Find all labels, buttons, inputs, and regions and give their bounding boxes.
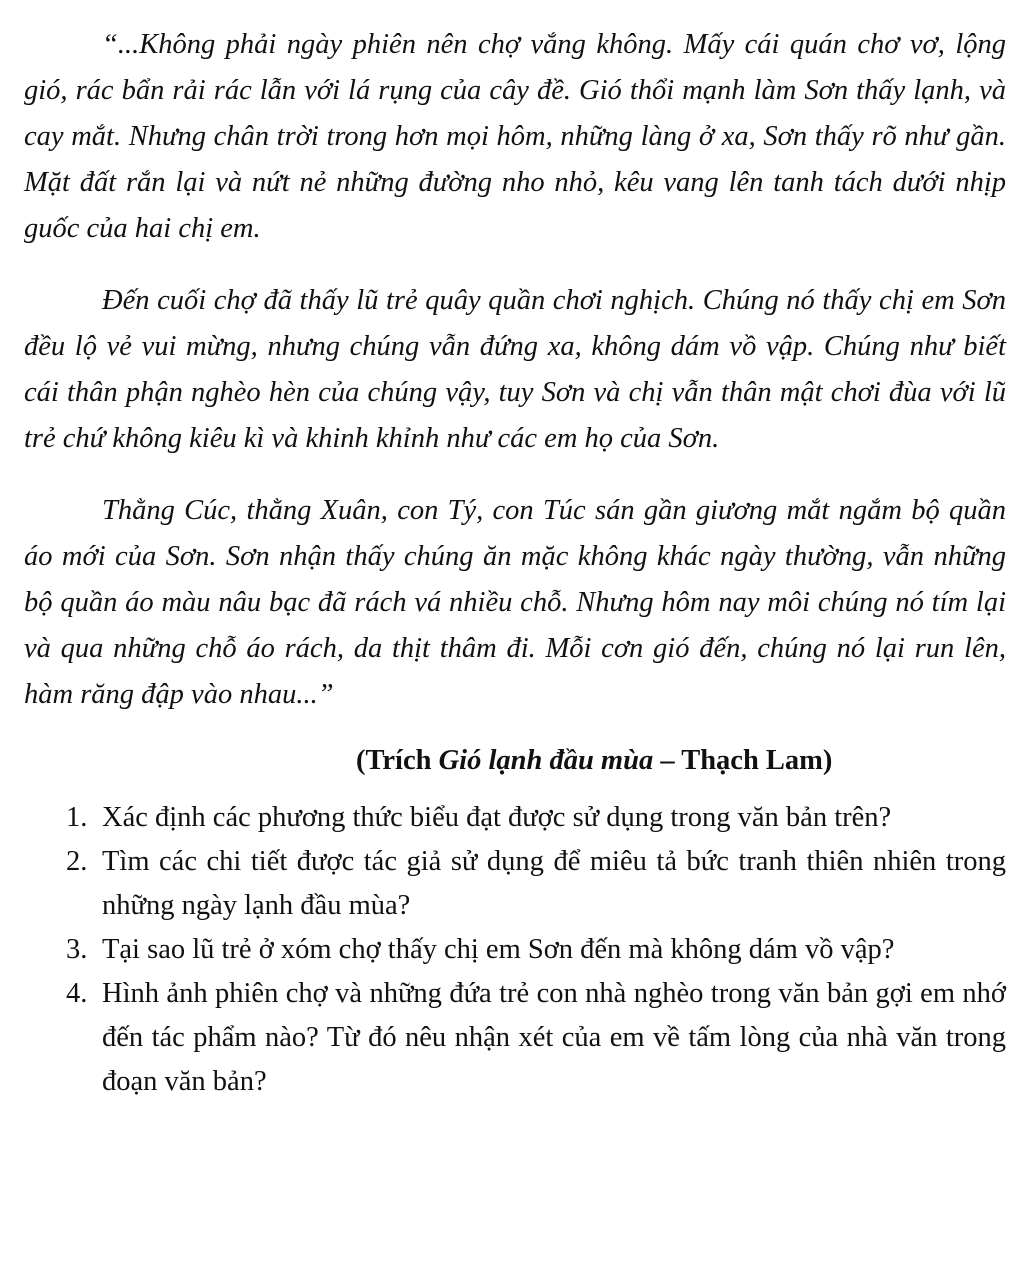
question-number: 1. [66, 802, 88, 833]
question-item [24, 928, 1006, 972]
question-item [24, 840, 1006, 928]
citation-open: (Trích [356, 745, 439, 776]
question-text: Xác định các phương thức biểu đạt được sử dụng trong văn bản trên? [102, 802, 892, 833]
question-text: Hình ảnh phiên chợ và những đứa trẻ con nhà nghèo trong văn bản gợi em nhớ đến tác phẩm nào? Từ đó nêu nhận xét của em về tấm lòng của nhà văn trong đoạn văn bản? [102, 978, 1006, 1097]
question-number: 3. [66, 934, 88, 965]
citation-title: Gió lạnh đầu mùa [438, 745, 654, 776]
question-list [24, 796, 1006, 1104]
question-item [24, 972, 1006, 1104]
passage-paragraph-2: Đến cuối chợ đã thấy lũ trẻ quây quần chơi nghịch. Chúng nó thấy chị em Sơn đều lộ vẻ vui mừng, nhưng chúng vẫn đứng xa, không dám vồ vập. Chúng như biết cái thân phận nghèo hèn của chúng vậy, tuy Sơn và chị vẫn thân mật chơi đùa với lũ trẻ chứ không kiêu kì và khinh khỉnh như các em họ của Sơn. [24, 285, 1006, 454]
question-text: Tại sao lũ trẻ ở xóm chợ thấy chị em Sơn đến mà không dám vồ vập? [102, 934, 895, 965]
question-item [24, 796, 1006, 840]
excerpt-passage [24, 22, 1006, 718]
passage-paragraph-1: “...Không phải ngày phiên nên chợ vắng không. Mấy cái quán chơ vơ, lộng gió, rác bẩn rải rác lẫn với lá rụng của cây đề. Gió thổi mạnh làm Sơn thấy lạnh, và cay mắt. Nhưng chân trời trong hơn mọi hôm, những làng ở xa, Sơn thấy rõ như gần. Mặt đất rắn lại và nứt nẻ những đường nho nhỏ, kêu vang lên tanh tách dưới nhịp guốc của hai chị em. [24, 29, 1006, 244]
citation-close: – Thạch Lam) [653, 745, 833, 776]
passage-paragraph-3: Thằng Cúc, thằng Xuân, con Tý, con Túc sán gần giương mắt ngắm bộ quần áo mới của Sơn. Sơn nhận thấy chúng ăn mặc không khác ngày thường, vẫn những bộ quần áo màu nâu bạc đã rách vá nhiều chỗ. Nhưng hôm nay môi chúng nó tím lại và qua những chỗ áo rách, da thịt thâm đi. Mỗi cơn gió đến, chúng nó lại run lên, hàm răng đập vào nhau...” [24, 495, 1006, 710]
source-citation [24, 738, 1006, 784]
question-number: 4. [66, 978, 88, 1009]
question-text: Tìm các chi tiết được tác giả sử dụng để miêu tả bức tranh thiên nhiên trong những ngày lạnh đầu mùa? [102, 846, 1006, 921]
question-number: 2. [66, 846, 88, 877]
